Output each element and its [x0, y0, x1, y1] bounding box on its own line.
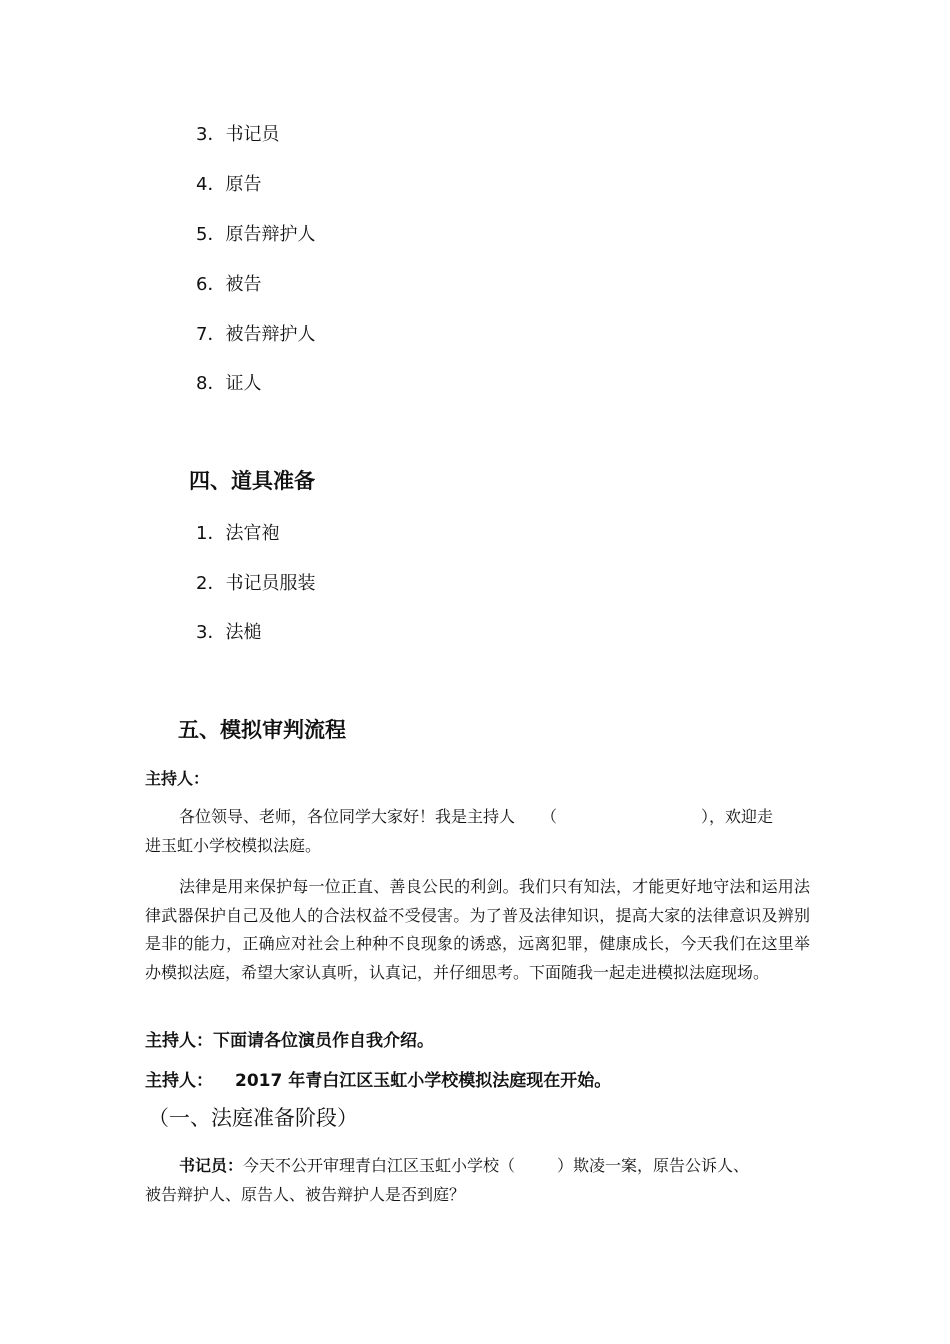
clerk-paragraph: [145, 1152, 810, 1209]
greeting-text-end: ），欢迎走: [701, 807, 774, 826]
host-name-open-paren: （: [541, 807, 558, 826]
props-list-item: 2．书记员服装: [196, 573, 316, 594]
host-label: 主持人：: [145, 1071, 213, 1091]
role-list-item: 4．原告: [196, 174, 262, 195]
clerk-text-line2: 被告辩护人、原告人、被告辩护人是否到庭？: [145, 1184, 466, 1204]
start-announcement: 2017 年青白江区玉虹小学校模拟法庭现在开始。: [235, 1071, 612, 1091]
host-greeting-paragraph: [145, 803, 810, 860]
law-intro-paragraph: 法律是用来保护每一位正直、善良公民的利剑。我们只有知法，才能更好地守法和运用法律武器保护自己及他人的合法权益不受侵害。为了普及法律知识，提高大家的法律意识及辨别是非的能力，正确应对社会上种种不良现象的诱惑，远离犯罪，健康成长，今天我们在这里举办模拟法庭，希望大家认真听，认真记，并仔细思考。下面随我一起走进模拟法庭现场。: [145, 877, 810, 982]
greeting-text: 各位领导、老师，各位同学大家好！我是主持人: [179, 807, 516, 826]
stage-heading: （一、法庭准备阶段）: [148, 1106, 358, 1130]
section-heading-trial-process: 五、模拟审判流程: [178, 718, 346, 742]
clerk-text: 今天不公开审理青白江区玉虹小学校（: [243, 1156, 516, 1175]
section-heading-props: 四、道具准备: [189, 469, 315, 493]
host-label: 主持人：: [145, 769, 210, 788]
greeting-text-line2: 进玉虹小学校模拟法庭。: [145, 835, 322, 855]
host-introduction-line: 主持人：下面请各位演员作自我介绍。: [145, 1031, 434, 1051]
role-list-item: 8．证人: [196, 373, 262, 394]
props-list-item: 1．法官袍: [196, 523, 280, 544]
clerk-label: 书记员：: [179, 1156, 244, 1175]
role-list-item: 3．书记员: [196, 124, 280, 145]
role-list-item: 7．被告辩护人: [196, 324, 316, 345]
props-list-item: 3．法槌: [196, 622, 262, 643]
role-list-item: 5．原告辩护人: [196, 224, 316, 245]
host-start-line: [145, 1069, 611, 1093]
role-list-item: 6．被告: [196, 274, 262, 295]
clerk-text-end: ）欺凌一案，原告公诉人、: [557, 1156, 750, 1175]
